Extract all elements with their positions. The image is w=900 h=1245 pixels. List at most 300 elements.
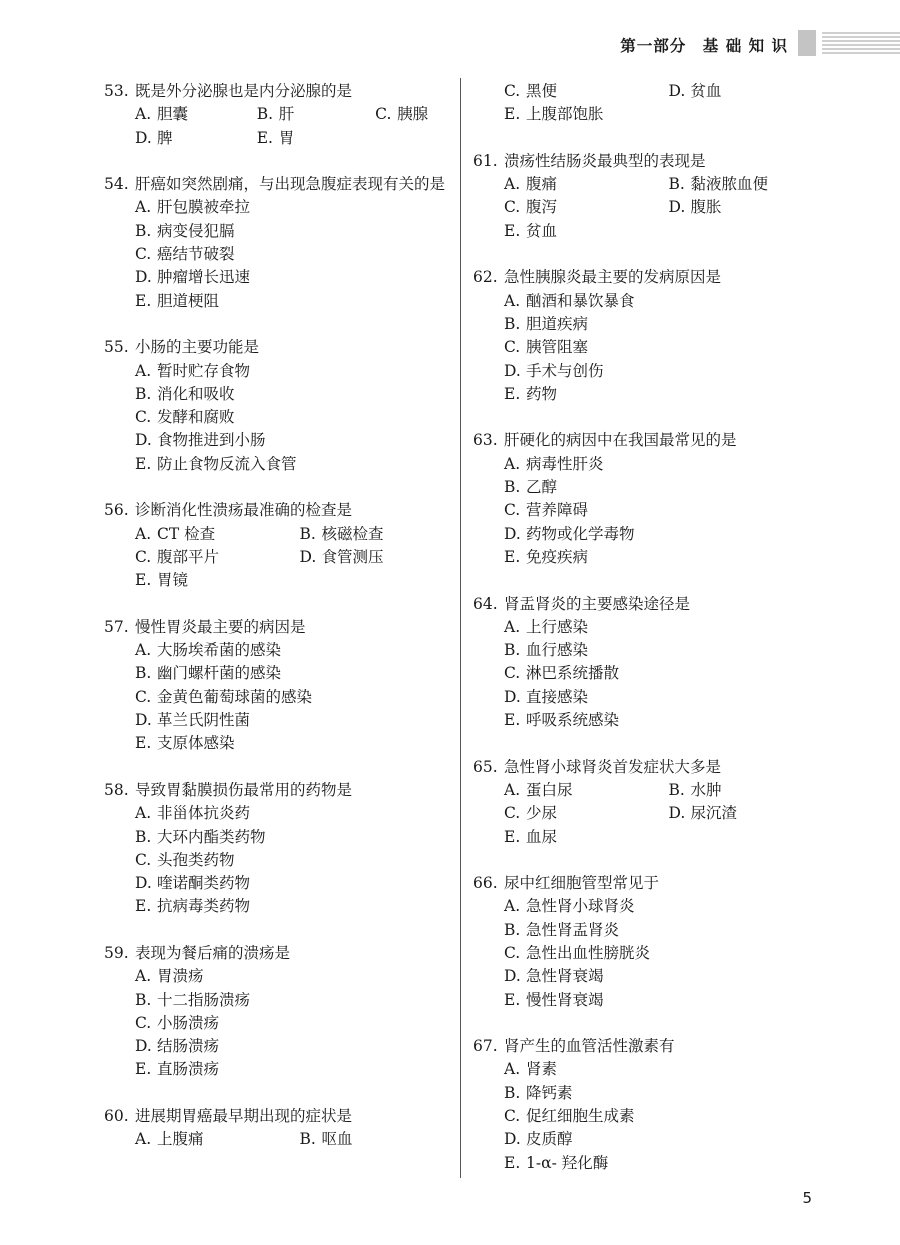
option-letter: C. bbox=[504, 943, 521, 962]
option-letter: C. bbox=[135, 547, 152, 566]
option-text: 急性出血性膀胱炎 bbox=[526, 943, 651, 962]
answer-options bbox=[135, 965, 464, 1081]
option-letter: A. bbox=[504, 291, 521, 310]
answer-option-e bbox=[135, 732, 464, 755]
question-55 bbox=[104, 336, 464, 476]
option-text: 幽门螺杆菌的感染 bbox=[157, 664, 282, 683]
option-text: 直接感染 bbox=[526, 687, 589, 706]
answer-option-e bbox=[135, 453, 464, 476]
option-text: 腹部平片 bbox=[157, 547, 220, 566]
option-letter: C. bbox=[504, 338, 521, 357]
answer-option-b bbox=[135, 383, 464, 406]
option-text: 急性肾小球肾炎 bbox=[526, 897, 635, 916]
option-letter: B. bbox=[668, 780, 685, 799]
option-text: 胰管阻塞 bbox=[526, 338, 589, 357]
question-text: 溃疡性结肠炎最典型的表现是 bbox=[504, 151, 706, 170]
option-letter: A. bbox=[135, 361, 152, 380]
option-letter: D. bbox=[299, 547, 317, 566]
question-text: 进展期胃癌最早期出现的症状是 bbox=[135, 1107, 353, 1126]
option-text: 大环内酯类药物 bbox=[157, 827, 266, 846]
option-text: 病毒性肝炎 bbox=[526, 454, 604, 473]
question-text: 肾盂肾炎的主要感染途径是 bbox=[504, 594, 691, 613]
option-text: 皮质醇 bbox=[526, 1130, 573, 1149]
answer-option-e bbox=[504, 383, 833, 406]
option-text: 胃溃疡 bbox=[157, 967, 204, 986]
option-text: 直肠溃疡 bbox=[157, 1060, 220, 1079]
question-stem bbox=[104, 1105, 464, 1128]
option-text: 急性肾衰竭 bbox=[526, 967, 604, 986]
option-letter: C. bbox=[504, 804, 521, 823]
option-text: 尿沉渣 bbox=[690, 804, 738, 823]
answer-option-a bbox=[135, 965, 464, 988]
option-letter: E. bbox=[135, 734, 152, 753]
option-letter: C. bbox=[375, 105, 392, 124]
answer-option-b bbox=[300, 523, 465, 546]
option-text: CT 检查 bbox=[157, 524, 216, 543]
option-letter: B. bbox=[504, 641, 521, 660]
option-letter: B. bbox=[504, 920, 521, 939]
question-spacer bbox=[104, 593, 464, 616]
option-text: 药物 bbox=[526, 384, 558, 403]
option-text: 胆囊 bbox=[157, 105, 189, 124]
option-letter: E. bbox=[135, 454, 152, 473]
answer-option-d bbox=[135, 1035, 464, 1058]
option-letter: E. bbox=[135, 571, 152, 590]
answer-option-e bbox=[135, 290, 464, 313]
answer-options bbox=[135, 802, 464, 918]
header-decoration-stripes bbox=[822, 32, 900, 54]
option-text: 头孢类药物 bbox=[157, 850, 235, 869]
option-text: 黏液脓血便 bbox=[690, 175, 769, 194]
question-text: 慢性胃炎最主要的病因是 bbox=[135, 617, 306, 636]
option-text: 暂时贮存食物 bbox=[157, 361, 251, 380]
option-letter: D. bbox=[668, 82, 686, 100]
option-letter: C. bbox=[504, 82, 521, 100]
answer-option-a bbox=[135, 103, 257, 126]
option-letter: E. bbox=[504, 711, 521, 730]
option-text: 呼吸系统感染 bbox=[526, 711, 620, 730]
option-text: 上腹痛 bbox=[157, 1130, 204, 1149]
question-53 bbox=[104, 80, 464, 150]
option-letter: A. bbox=[135, 524, 152, 543]
option-text: 贫血 bbox=[526, 221, 558, 240]
option-text: 呕血 bbox=[321, 1130, 353, 1149]
question-stem bbox=[104, 779, 464, 802]
question-text: 肝硬化的病因中在我国最常见的是 bbox=[504, 431, 737, 450]
answer-options bbox=[135, 360, 464, 476]
question-number: 57. bbox=[104, 617, 129, 636]
option-text: 营养障碍 bbox=[526, 501, 589, 520]
answer-option-c bbox=[504, 802, 669, 825]
option-letter: D. bbox=[135, 874, 152, 893]
answer-option-b bbox=[300, 1128, 465, 1151]
option-letter: A. bbox=[504, 454, 521, 473]
option-letter: E. bbox=[504, 1153, 521, 1172]
option-letter: C. bbox=[135, 687, 152, 706]
question-text: 表现为餐后痛的溃疡是 bbox=[135, 943, 291, 962]
option-letter: C. bbox=[504, 664, 521, 683]
question-spacer bbox=[104, 476, 464, 499]
page-header bbox=[0, 30, 900, 60]
question-text: 小肠的主要功能是 bbox=[135, 338, 260, 357]
answer-option-d bbox=[669, 196, 834, 219]
question-spacer bbox=[104, 1082, 464, 1105]
question-text: 肾产生的血管活性激素有 bbox=[504, 1037, 675, 1056]
option-letter: D. bbox=[668, 804, 686, 823]
option-letter: B. bbox=[256, 105, 274, 124]
question-stem bbox=[104, 942, 464, 965]
option-text: 食物推进到小肠 bbox=[157, 431, 266, 450]
answer-option-d bbox=[669, 802, 834, 825]
option-text: 上腹部饱胀 bbox=[526, 105, 604, 124]
question-number: 59. bbox=[104, 943, 129, 962]
question-number: 62. bbox=[473, 268, 498, 287]
answer-option-a bbox=[504, 779, 669, 802]
answer-option-e bbox=[504, 546, 833, 569]
option-letter: B. bbox=[668, 175, 685, 194]
answer-options bbox=[504, 173, 833, 243]
answer-option-a bbox=[135, 523, 300, 546]
option-text: 手术与创伤 bbox=[526, 361, 604, 380]
option-letter: E. bbox=[504, 547, 521, 566]
option-text: 促红细胞生成素 bbox=[526, 1107, 635, 1126]
option-text: 肝包膜被牵拉 bbox=[157, 198, 251, 217]
answer-option-b bbox=[669, 173, 834, 196]
option-letter: E. bbox=[504, 827, 521, 846]
option-letter: A. bbox=[504, 780, 521, 799]
option-text: 小肠溃疡 bbox=[157, 1013, 220, 1032]
question-spacer bbox=[473, 849, 833, 872]
question-spacer bbox=[473, 569, 833, 592]
answer-option-a bbox=[504, 1058, 833, 1081]
answer-option-c bbox=[504, 942, 833, 965]
option-letter: C. bbox=[135, 245, 152, 264]
answer-option-d bbox=[135, 709, 464, 732]
question-number: 58. bbox=[104, 780, 129, 799]
answer-option-e bbox=[504, 989, 833, 1012]
answer-option-b bbox=[669, 779, 834, 802]
option-letter: E. bbox=[504, 990, 521, 1009]
question-stem bbox=[473, 1035, 833, 1058]
option-text: 胃 bbox=[278, 128, 295, 147]
option-text: 胆道梗阻 bbox=[157, 291, 220, 310]
answer-option-a bbox=[504, 290, 833, 313]
answer-option-a bbox=[135, 802, 464, 825]
answer-option-b bbox=[257, 103, 375, 126]
answer-option-e bbox=[504, 826, 833, 849]
question-stem bbox=[104, 336, 464, 359]
option-text: 消化和吸收 bbox=[157, 384, 235, 403]
option-text: 药物或化学毒物 bbox=[526, 524, 635, 543]
header-decoration-block bbox=[798, 30, 816, 56]
option-letter: D. bbox=[504, 524, 521, 543]
question-62 bbox=[473, 266, 833, 406]
answer-option-c bbox=[135, 849, 464, 872]
question-59 bbox=[104, 942, 464, 1082]
question-stem bbox=[473, 150, 833, 173]
answer-option-d bbox=[135, 127, 257, 150]
option-text: 核磁检查 bbox=[321, 524, 384, 543]
answer-option-b bbox=[504, 919, 833, 942]
question-text: 急性肾小球肾炎首发症状大多是 bbox=[504, 757, 722, 776]
option-letter: D. bbox=[504, 361, 521, 380]
option-letter: D. bbox=[135, 128, 152, 147]
question-number: 63. bbox=[473, 431, 498, 450]
answer-option-d bbox=[504, 360, 833, 383]
answer-option-d bbox=[135, 429, 464, 452]
option-text: 淋巴系统播散 bbox=[526, 664, 620, 683]
option-letter: E. bbox=[504, 221, 521, 240]
answer-options bbox=[504, 290, 833, 406]
answer-option-a bbox=[135, 1128, 300, 1151]
option-letter: E. bbox=[135, 1060, 152, 1079]
option-text: 肝 bbox=[278, 105, 295, 124]
right-column bbox=[473, 80, 833, 1190]
option-letter: D. bbox=[135, 431, 152, 450]
answer-option-e bbox=[257, 127, 375, 150]
answer-option-d bbox=[504, 965, 833, 988]
question-stem bbox=[104, 499, 464, 522]
question-spacer bbox=[473, 243, 833, 266]
answer-option-c bbox=[504, 1105, 833, 1128]
option-text: 脾 bbox=[157, 128, 173, 147]
answer-option-a bbox=[504, 453, 833, 476]
option-letter: B. bbox=[135, 990, 152, 1009]
option-letter: A. bbox=[135, 1130, 152, 1149]
option-letter: A. bbox=[504, 175, 521, 194]
answer-option-e bbox=[135, 895, 464, 918]
answer-option-b bbox=[135, 662, 464, 685]
option-text: 食管测压 bbox=[321, 547, 384, 566]
option-text: 腹痛 bbox=[526, 175, 558, 194]
answer-option-d bbox=[300, 546, 465, 569]
question-66 bbox=[473, 872, 833, 1012]
left-column bbox=[104, 80, 464, 1190]
question-stem bbox=[473, 593, 833, 616]
answer-option-a bbox=[135, 196, 464, 219]
question-58 bbox=[104, 779, 464, 919]
answer-option-c bbox=[504, 336, 833, 359]
answer-option-e bbox=[504, 709, 833, 732]
option-text: 慢性肾衰竭 bbox=[526, 990, 604, 1009]
question-stem bbox=[104, 173, 464, 196]
question-spacer bbox=[104, 756, 464, 779]
option-text: 喹诺酮类药物 bbox=[157, 874, 251, 893]
option-letter: D. bbox=[135, 268, 152, 287]
answer-options bbox=[135, 1128, 464, 1151]
question-text: 急性胰腺炎最主要的发病原因是 bbox=[504, 268, 722, 287]
option-letter: E. bbox=[135, 897, 152, 916]
question-number: 60. bbox=[104, 1107, 129, 1126]
option-text: 蛋白尿 bbox=[526, 780, 573, 799]
answer-option-e bbox=[135, 569, 464, 592]
option-letter: C. bbox=[504, 198, 521, 217]
answer-option-e bbox=[135, 1058, 464, 1081]
option-text: 贫血 bbox=[690, 82, 722, 100]
question-spacer bbox=[473, 127, 833, 150]
option-letter: A. bbox=[135, 641, 152, 660]
option-text: 乙醇 bbox=[526, 478, 558, 497]
option-text: 大肠埃希菌的感染 bbox=[157, 641, 282, 660]
question-67 bbox=[473, 1035, 833, 1175]
option-text: 少尿 bbox=[526, 804, 558, 823]
option-text: 防止食物反流入食管 bbox=[157, 454, 297, 473]
answer-option-e bbox=[504, 220, 833, 243]
answer-option-d bbox=[135, 872, 464, 895]
option-letter: C. bbox=[504, 1107, 521, 1126]
option-letter: A. bbox=[504, 617, 521, 636]
question-54 bbox=[104, 173, 464, 313]
answer-option-c bbox=[504, 662, 833, 685]
option-letter: D. bbox=[135, 711, 152, 730]
option-text: 黑便 bbox=[526, 82, 558, 100]
option-letter: A. bbox=[504, 1060, 521, 1079]
option-letter: D. bbox=[504, 1130, 521, 1149]
answer-options bbox=[504, 895, 833, 1011]
option-text: 金黄色葡萄球菌的感染 bbox=[157, 687, 313, 706]
option-text: 支原体感染 bbox=[157, 734, 235, 753]
option-text: 胃镜 bbox=[157, 571, 189, 590]
option-letter: B. bbox=[135, 221, 152, 240]
option-letter: D. bbox=[135, 1037, 152, 1056]
answer-option-b bbox=[135, 826, 464, 849]
option-letter: B. bbox=[504, 478, 521, 497]
answer-option-b bbox=[135, 989, 464, 1012]
option-letter: D. bbox=[668, 198, 686, 217]
question-spacer bbox=[473, 406, 833, 429]
question-text: 诊断消化性溃疡最准确的检查是 bbox=[135, 501, 353, 520]
answer-option-b bbox=[504, 1082, 833, 1105]
option-text: 降钙素 bbox=[526, 1083, 573, 1102]
question-stem bbox=[104, 80, 464, 103]
answer-option-b bbox=[504, 313, 833, 336]
question-stem bbox=[473, 872, 833, 895]
header-title: 第一部分 基 础 知 识 bbox=[620, 37, 788, 55]
answer-option-a bbox=[504, 616, 833, 639]
answer-option-c bbox=[504, 499, 833, 522]
answer-option-d bbox=[669, 80, 834, 103]
answer-options bbox=[135, 103, 464, 150]
option-text: 肿瘤增长迅速 bbox=[157, 268, 251, 287]
option-text: 十二指肠溃疡 bbox=[157, 990, 251, 1009]
page-number: 5 bbox=[802, 1189, 812, 1207]
option-letter: B. bbox=[299, 1130, 316, 1149]
answer-options bbox=[504, 779, 833, 849]
option-letter: B. bbox=[135, 827, 152, 846]
answer-option-c bbox=[135, 243, 464, 266]
option-text: 上行感染 bbox=[526, 617, 589, 636]
question-spacer bbox=[473, 1012, 833, 1035]
option-letter: C. bbox=[135, 850, 152, 869]
option-letter: A. bbox=[135, 105, 152, 124]
option-text: 腹胀 bbox=[690, 198, 722, 217]
answer-option-c bbox=[135, 546, 300, 569]
question-stem bbox=[104, 616, 464, 639]
option-letter: B. bbox=[504, 314, 521, 333]
answer-option-b bbox=[504, 639, 833, 662]
option-text: 病变侵犯膈 bbox=[157, 221, 235, 240]
answer-options bbox=[504, 1058, 833, 1174]
option-letter: B. bbox=[504, 1083, 521, 1102]
answer-options bbox=[504, 80, 833, 127]
question-stem bbox=[473, 756, 833, 779]
option-letter: B. bbox=[299, 524, 316, 543]
column-divider bbox=[460, 78, 461, 1178]
option-text: 血行感染 bbox=[526, 641, 589, 660]
answer-option-d bbox=[504, 523, 833, 546]
answer-option-d bbox=[135, 266, 464, 289]
question-text: 尿中红细胞管型常见于 bbox=[504, 874, 660, 893]
question-64 bbox=[473, 593, 833, 733]
question-57 bbox=[104, 616, 464, 756]
option-letter: A. bbox=[504, 897, 521, 916]
answer-options bbox=[504, 453, 833, 569]
option-text: 水肿 bbox=[690, 780, 722, 799]
question-63 bbox=[473, 429, 833, 569]
option-text: 胰腺 bbox=[397, 105, 429, 124]
question-number: 64. bbox=[473, 594, 498, 613]
option-letter: E. bbox=[504, 384, 521, 403]
option-text: 革兰氏阴性菌 bbox=[157, 711, 251, 730]
option-text: 腹泻 bbox=[526, 198, 558, 217]
answer-options bbox=[504, 616, 833, 732]
option-letter: D. bbox=[504, 967, 521, 986]
option-letter: B. bbox=[135, 384, 152, 403]
answer-option-e bbox=[504, 103, 833, 126]
question-spacer bbox=[473, 732, 833, 755]
answer-option-e bbox=[504, 1152, 833, 1175]
question-text: 既是外分泌腺也是内分泌腺的是 bbox=[135, 82, 353, 100]
option-text: 结肠溃疡 bbox=[157, 1037, 220, 1056]
answer-option-c bbox=[135, 1012, 464, 1035]
question-56 bbox=[104, 499, 464, 592]
option-text: 肾素 bbox=[526, 1060, 558, 1079]
question-number: 66. bbox=[473, 874, 498, 893]
option-text: 血尿 bbox=[526, 827, 558, 846]
question-spacer bbox=[104, 313, 464, 336]
answer-option-a bbox=[135, 360, 464, 383]
answer-option-c bbox=[504, 196, 669, 219]
answer-options bbox=[135, 523, 464, 593]
option-letter: C. bbox=[135, 1013, 152, 1032]
answer-option-a bbox=[504, 173, 669, 196]
question-number: 56. bbox=[104, 501, 129, 520]
question-number: 67. bbox=[473, 1037, 498, 1056]
question-continued bbox=[473, 80, 833, 127]
option-text: 发酵和腐败 bbox=[157, 408, 235, 427]
question-text: 肝癌如突然剧痛，与出现急腹症表现有关的是 bbox=[135, 175, 446, 194]
question-number: 61. bbox=[473, 151, 498, 170]
option-letter: D. bbox=[504, 687, 521, 706]
answer-option-a bbox=[504, 895, 833, 918]
question-text: 导致胃黏膜损伤最常用的药物是 bbox=[135, 780, 353, 799]
question-65 bbox=[473, 756, 833, 849]
option-letter: A. bbox=[135, 967, 152, 986]
option-text: 免疫疾病 bbox=[526, 547, 589, 566]
question-stem bbox=[473, 266, 833, 289]
option-text: 急性肾盂肾炎 bbox=[526, 920, 620, 939]
answer-option-d bbox=[504, 686, 833, 709]
option-letter: E. bbox=[504, 105, 521, 124]
answer-option-c bbox=[135, 686, 464, 709]
answer-option-c bbox=[135, 406, 464, 429]
answer-option-a bbox=[135, 639, 464, 662]
option-text: 非甾体抗炎药 bbox=[157, 804, 251, 823]
question-number: 55. bbox=[104, 338, 129, 357]
question-stem bbox=[473, 429, 833, 452]
question-spacer bbox=[104, 919, 464, 942]
option-letter: C. bbox=[135, 408, 152, 427]
